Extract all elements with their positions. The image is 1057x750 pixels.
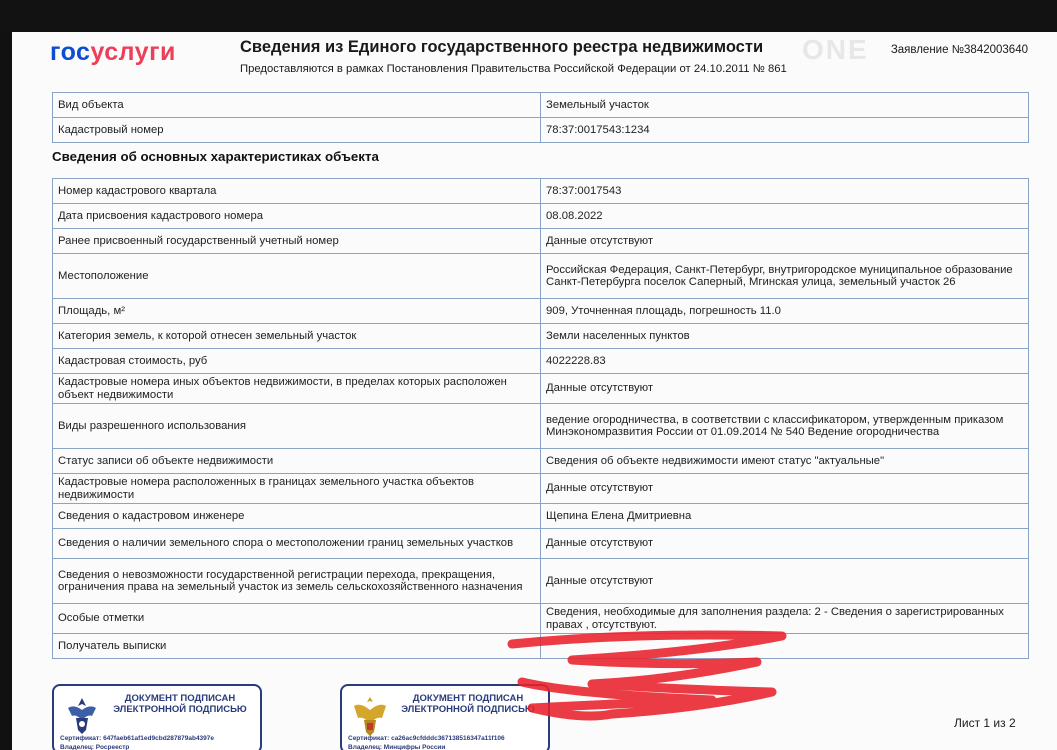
table-row	[53, 374, 1029, 404]
row-label: Вид объекта	[53, 93, 541, 118]
row-value: Данные отсутствуют	[541, 559, 1029, 604]
row-value	[541, 634, 1029, 659]
table-row	[53, 634, 1029, 659]
stamp-owner: Владелец: Росреестр	[60, 744, 130, 750]
row-value: Данные отсутствуют	[541, 229, 1029, 254]
row-label: Виды разрешенного использования	[53, 404, 541, 449]
table-row	[53, 229, 1029, 254]
table-row	[53, 299, 1029, 324]
row-label: Сведения о невозможности государственной регистрации перехода, прекращения, ограничения права на земельный участок из земель сельскохозяйственного назначения	[53, 559, 541, 604]
row-label: Сведения о наличии земельного спора о местоположении границ земельных участков	[53, 529, 541, 559]
gosuslugi-logo: госуслуги	[50, 38, 176, 66]
row-label: Особые отметки	[53, 604, 541, 634]
row-value: Данные отсутствуют	[541, 474, 1029, 504]
row-label: Кадастровая стоимость, руб	[53, 349, 541, 374]
signature-stamp	[340, 684, 550, 750]
row-label: Номер кадастрового квартала	[53, 179, 541, 204]
table-row	[53, 204, 1029, 229]
document-subtitle: Предоставляются в рамках Постановления Правительства Российской Федерации от 24.10.2011 № 861	[240, 63, 787, 75]
watermark: ONE	[802, 34, 869, 65]
row-value: Российская Федерация, Санкт-Петербург, внутригородское муниципальное образование Санкт-Петербурга поселок Саперный, Мгинская улица, земельный участок 26	[541, 254, 1029, 299]
page-number: Лист 1 из 2	[954, 716, 1016, 730]
row-value: 78:37:0017543:1234	[541, 118, 1029, 143]
row-value: Сведения об объекте недвижимости имеют статус "актуальные"	[541, 449, 1029, 474]
stamp-certificate: Сертификат: ca26ac9cfdddc367138516347a11f106	[348, 735, 505, 742]
document-page	[12, 32, 1057, 750]
row-value: 4022228.83	[541, 349, 1029, 374]
table-row	[53, 449, 1029, 474]
table-row	[53, 529, 1029, 559]
row-value: Щепина Елена Дмитриевна	[541, 504, 1029, 529]
table-row	[53, 118, 1029, 143]
row-value: ведение огородничества, в соответствии с классификатором, утвержденным приказом Минэкономразвития России от 01.09.2014 № 540 Ведение огородничества	[541, 404, 1029, 449]
row-label: Кадастровый номер	[53, 118, 541, 143]
table-row	[53, 604, 1029, 634]
top-black-bar	[0, 0, 1057, 32]
table-row	[53, 504, 1029, 529]
section-title: Сведения об основных характеристиках объекта	[52, 149, 379, 164]
table-row	[53, 559, 1029, 604]
characteristics-table	[52, 178, 1029, 659]
document-title: Сведения из Единого государственного реестра недвижимости	[240, 38, 764, 56]
table-row	[53, 474, 1029, 504]
object-type-table	[52, 92, 1029, 143]
row-label: Кадастровые номера иных объектов недвижимости, в пределах которых расположен объект недвижимости	[53, 374, 541, 404]
row-label: Ранее присвоенный государственный учетный номер	[53, 229, 541, 254]
stamp-owner: Владелец: Минцифры России	[348, 744, 446, 750]
table-row	[53, 93, 1029, 118]
stamp-title: ДОКУМЕНТ ПОДПИСАН ЭЛЕКТРОННОЙ ПОДПИСЬЮ	[113, 693, 247, 715]
row-label: Кадастровые номера расположенных в границах земельного участка объектов недвижимости	[53, 474, 541, 504]
row-value: 909, Уточненная площадь, погрешность 11.0	[541, 299, 1029, 324]
row-value: Земли населенных пунктов	[541, 324, 1029, 349]
row-value: 08.08.2022	[541, 204, 1029, 229]
table-row	[53, 254, 1029, 299]
signature-stamp	[52, 684, 262, 750]
row-value: 78:37:0017543	[541, 179, 1029, 204]
row-label: Получатель выписки	[53, 634, 541, 659]
table-row	[53, 349, 1029, 374]
row-value: Данные отсутствуют	[541, 374, 1029, 404]
stamp-certificate: Сертификат: 647faeb61af1ed9cbd287879ab4397e	[60, 735, 215, 742]
table-row	[53, 324, 1029, 349]
row-label: Дата присвоения кадастрового номера	[53, 204, 541, 229]
rosreestr-emblem-icon	[62, 694, 102, 738]
statement-number: Заявление №3842003640	[890, 44, 1028, 56]
coat-of-arms-icon	[350, 694, 390, 738]
row-label: Площадь, м²	[53, 299, 541, 324]
row-label: Статус записи об объекте недвижимости	[53, 449, 541, 474]
row-label: Сведения о кадастровом инженере	[53, 504, 541, 529]
row-value: Сведения, необходимые для заполнения раздела: 2 - Сведения о зарегистрированных правах , отсутствуют.	[541, 604, 1029, 634]
table-row	[53, 179, 1029, 204]
row-value: Земельный участок	[541, 93, 1029, 118]
row-value: Данные отсутствуют	[541, 529, 1029, 559]
table-row	[53, 404, 1029, 449]
stamp-title: ДОКУМЕНТ ПОДПИСАН ЭЛЕКТРОННОЙ ПОДПИСЬЮ	[401, 693, 535, 715]
row-label: Местоположение	[53, 254, 541, 299]
row-label: Категория земель, к которой отнесен земельный участок	[53, 324, 541, 349]
